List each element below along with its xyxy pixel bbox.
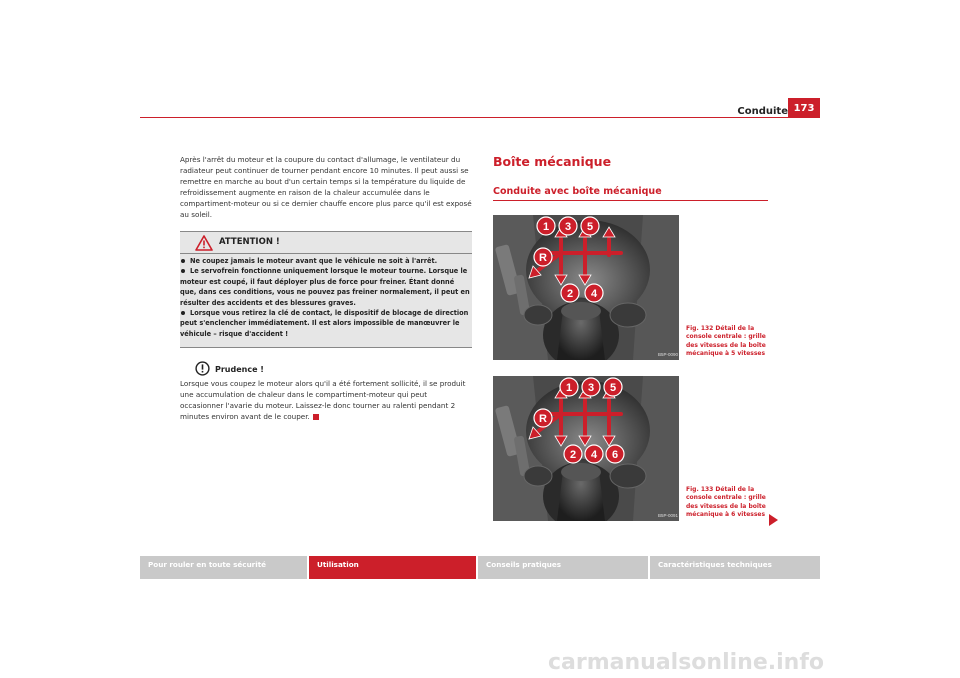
header-rule: [140, 117, 820, 118]
gear-console-illustration: [493, 376, 679, 521]
caution-icon: [195, 361, 210, 376]
warning-item: Ne coupez jamais le moteur avant que le véhicule ne soit à l'arrêt.: [180, 256, 472, 266]
warning-box: [180, 231, 472, 348]
gear-label: 6: [611, 449, 619, 461]
section-title: Boîte mécanique: [493, 154, 612, 169]
figure-caption: Fig. 133 Détail de la console centrale : grille des vitesses de la boîte mécanique à 6 vitesses: [686, 486, 766, 518]
watermark: carmanualsonline.info: [548, 650, 824, 675]
figure-6-speed-gearbox: [493, 376, 679, 521]
chapter-title: Conduite: [737, 106, 788, 117]
subsection-rule: [493, 200, 768, 201]
gear-label: 5: [586, 221, 594, 233]
end-of-section-icon: [313, 414, 319, 420]
gear-label: 4: [590, 288, 598, 300]
warning-item: Le servofrein fonctionne uniquement lorsque le moteur tourne. Lorsque le moteur est coupé, il faut déployer plus de force pour freiner. Étant donné que, dans ces conditions, vous ne pouvez pas freiner normalement, il peut en résulter des accidents et des blessures graves.: [180, 267, 470, 307]
warning-title: ATTENTION !: [219, 237, 280, 247]
intro-paragraph: Après l'arrêt du moteur et la coupure du contact d'allumage, le ventilateur du radiateur peut continuer de tourner pendant encore 10 minutes. Il peut aussi se remettre en marche au bout d'un certain temps si la température du liquide de refroidissement augmente en raison de la chaleur accumulée dans le compartiment-moteur ou si ce dernier chauffe encore plus parce qu'il est exposé au soleil.: [180, 155, 472, 220]
figure-caption: Fig. 132 Détail de la console centrale : grille des vitesses de la boîte mécanique à 5 vitesses: [686, 325, 766, 357]
gear-label: R: [539, 252, 547, 264]
gear-label: 2: [566, 288, 574, 300]
gear-label: 1: [565, 382, 573, 394]
warning-triangle-icon: [195, 235, 213, 251]
tab-caracteristiques-techniques[interactable]: Caractéristiques techniques: [650, 556, 820, 579]
figure-5-speed-gearbox: [493, 215, 679, 360]
caution-paragraph: Lorsque vous coupez le moteur alors qu'il a été fortement sollicité, il se produit une accumulation de chaleur dans le compartiment-moteur qui peut occasionner l'avarie du moteur. Laissez-le donc tourner au ralenti pendant 2 minutes environ avant de le couper.: [180, 379, 466, 422]
bullet-icon: [181, 259, 185, 263]
gear-label: 5: [609, 382, 617, 394]
tab-conseils-pratiques[interactable]: Conseils pratiques: [478, 556, 648, 579]
gear-label: 2: [569, 449, 577, 461]
gear-label: R: [539, 413, 547, 425]
warning-item: Lorsque vous retirez la clé de contact, le dispositif de blocage de direction peut s'enclencher immédiatement. Il est alors impossible de manœuvrer le véhicule – risque d'accident !: [180, 309, 469, 338]
page-number: 173: [788, 98, 820, 117]
figure-code: B5P-0091: [658, 513, 679, 518]
gear-console-illustration: [493, 215, 679, 360]
gear-label: 1: [542, 221, 550, 233]
gear-label: 3: [587, 382, 595, 394]
warning-header: [180, 232, 472, 254]
gear-label: 4: [590, 449, 598, 461]
caution-title: Prudence !: [215, 365, 264, 374]
bullet-icon: [181, 311, 185, 315]
next-page-arrow-icon[interactable]: [769, 514, 778, 526]
warning-list: [180, 256, 472, 339]
gear-label: 3: [564, 221, 572, 233]
tab-utilisation[interactable]: Utilisation: [309, 556, 476, 579]
bullet-icon: [181, 269, 185, 273]
subsection-title: Conduite avec boîte mécanique: [493, 186, 662, 197]
figure-code: B5P-0090: [658, 352, 679, 357]
tab-pour-rouler-en-toute-securite[interactable]: Pour rouler en toute sécurité: [140, 556, 307, 579]
